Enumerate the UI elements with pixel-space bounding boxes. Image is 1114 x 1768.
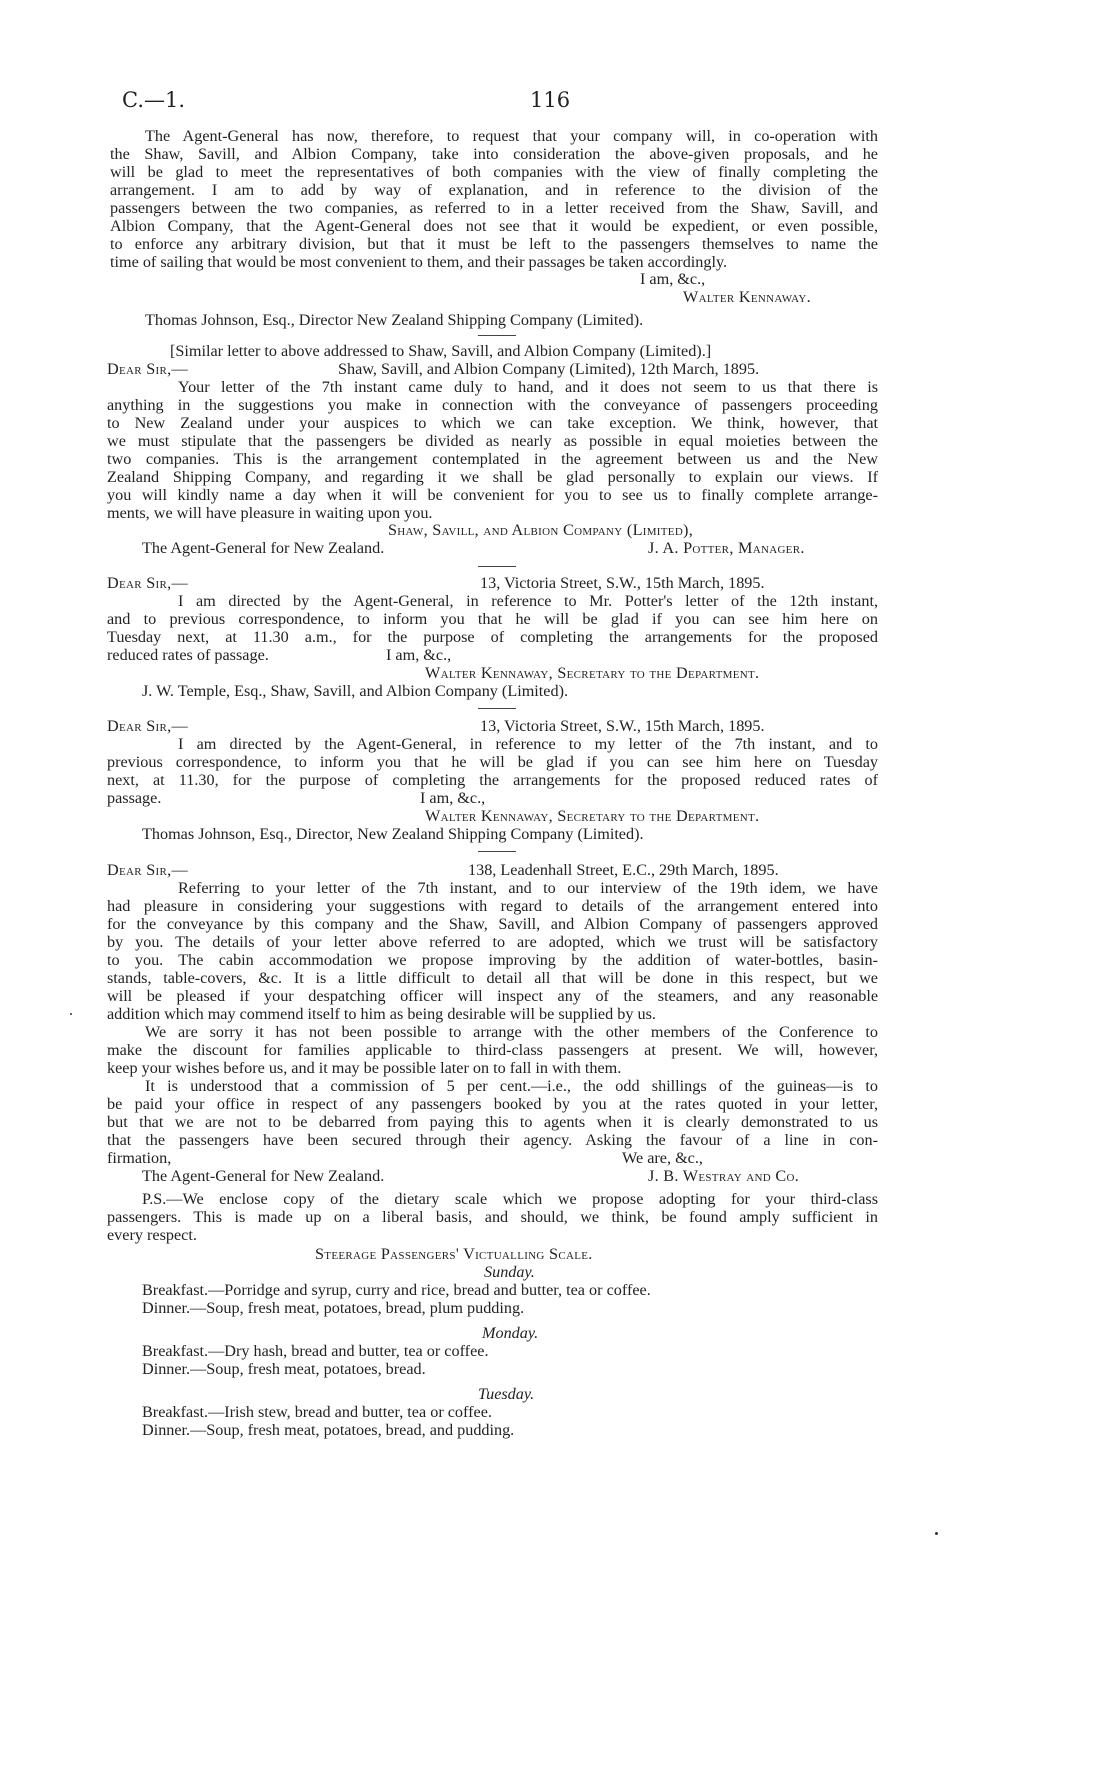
- letter2-line: you will kindly name a day when it will be convenient for you to see us to finally complete arrange-: [107, 486, 878, 504]
- letter3-line: and to previous correspondence, to inform you that he will be glad if you can see him here on: [107, 610, 878, 628]
- letter4-line: previous correspondence, to inform you that he will be glad if you can see him here on Tuesday: [107, 753, 878, 771]
- letter5-line: stands, table-covers, &c. It is a little difficult to detail all that will be done in this respect, but we: [107, 969, 878, 987]
- letter5-line: for the conveyance by this company and the Shaw, Savill, and Albion Company of passengers approved: [107, 915, 878, 933]
- letter2-line: anything in the suggestions you make in connection with the conveyance of passengers proceeding: [107, 396, 878, 414]
- scale-day-heading: Tuesday.: [478, 1385, 535, 1403]
- section-divider: [478, 335, 516, 336]
- letter2-line: to New Zealand under your auspices to which we can take exception. We think, however, that: [107, 414, 878, 432]
- print-speck: [70, 1013, 72, 1015]
- letter4-line: next, at 11.30, for the purpose of completing the arrangements for the proposed reduced rates of: [107, 771, 878, 789]
- letter5-line: keep your wishes before us, and it may be possible later on to fall in with them.: [107, 1059, 622, 1077]
- letter2-salutation: Dear Sir,—: [107, 360, 188, 378]
- document-reference: C.—1.: [122, 88, 186, 112]
- letter4-line: I am directed by the Agent-General, in reference to my letter of the 7th instant, and to: [178, 735, 878, 753]
- note-similar-letter: [Similar letter to above addressed to Shaw, Savill, and Albion Company (Limited).]: [170, 342, 712, 360]
- letter2-line: ments, we will have pleasure in waiting upon you.: [107, 504, 433, 522]
- postscript-line: P.S.—We enclose copy of the dietary scale which we propose adopting for your third-class: [142, 1190, 878, 1208]
- letter5-line: be paid your office in respect of any passengers booked by you at the rates quoted in your letter,: [107, 1095, 878, 1113]
- letter4-last-line: passage.: [107, 789, 162, 807]
- letter5-closing: We are, &c.,: [622, 1149, 703, 1167]
- scale-dinner: Dinner.—Soup, fresh meat, potatoes, bread, plum pudding.: [142, 1299, 525, 1317]
- print-speck: [935, 1532, 938, 1535]
- letter2-dateline: Shaw, Savill, and Albion Company (Limited), 12th March, 1895.: [338, 360, 760, 378]
- letter3-closing: I am, &c.,: [386, 646, 452, 664]
- letter2-addressee: The Agent-General for New Zealand.: [142, 539, 385, 557]
- postscript-line: every respect.: [107, 1226, 197, 1244]
- scale-breakfast: Breakfast.—Dry hash, bread and butter, tea or coffee.: [142, 1342, 489, 1360]
- letter5-line: We are sorry it has not been possible to arrange with the other members of the Conference to: [145, 1023, 878, 1041]
- letter3-dateline: 13, Victoria Street, S.W., 15th March, 1895.: [480, 574, 765, 592]
- letter2-signature: J. A. Potter, Manager.: [648, 539, 805, 557]
- letter3-line: I am directed by the Agent-General, in reference to Mr. Potter's letter of the 12th instant,: [178, 592, 878, 610]
- letter5-line: to you. The cabin accommodation we propose improving by the addition of water-bottles, basin-: [107, 951, 878, 969]
- letter5-line: by you. The details of your letter above referred to are adopted, which we trust will be satisfactory: [107, 933, 878, 951]
- letter1-addressee: Thomas Johnson, Esq., Director New Zealand Shipping Company (Limited).: [145, 311, 644, 329]
- page-number: 116: [530, 88, 571, 112]
- letter5-line: will be pleased if your despatching officer will inspect any of the steamers, and any reasonable: [107, 987, 878, 1005]
- letter2-line: Your letter of the 7th instant came duly to hand, and it does not seem to us that there is: [178, 378, 878, 396]
- letter5-line: addition which may commend itself to him as being desirable will be supplied by us.: [107, 1005, 656, 1023]
- letter1-line: time of sailing that would be most convenient to them, and their passages be taken accordingly.: [110, 253, 728, 271]
- letter2-signature-company: Shaw, Savill, and Albion Company (Limited),: [388, 521, 694, 539]
- letter5-signature: J. B. Westray and Co.: [648, 1167, 800, 1185]
- letter4-signature: Walter Kennaway, Secretary to the Department.: [425, 807, 760, 825]
- letter2-line: Zealand Shipping Company, and regarding it we shall be glad personally to explain our views. If: [107, 468, 878, 486]
- letter5-line: that the passengers have been secured through their agency. Asking the favour of a line in con-: [107, 1131, 878, 1149]
- scale-day-heading: Monday.: [482, 1324, 539, 1342]
- letter1-line: will be glad to meet the representatives of both companies with the view of finally completing the: [110, 163, 878, 181]
- letter5-line: had pleasure in considering your suggestions with regard to details of the arrangement entered into: [107, 897, 878, 915]
- letter3-addressee: J. W. Temple, Esq., Shaw, Savill, and Albion Company (Limited).: [142, 682, 569, 700]
- letter5-salutation: Dear Sir,—: [107, 861, 188, 879]
- letter4-closing: I am, &c.,: [420, 789, 486, 807]
- letter5-dateline: 138, Leadenhall Street, E.C., 29th March, 1895.: [468, 861, 779, 879]
- letter1-line: The Agent-General has now, therefore, to request that your company will, in co-operation with: [145, 127, 878, 145]
- letter5-line: It is understood that a commission of 5 per cent.—i.e., the odd shillings of the guineas—is to: [145, 1077, 878, 1095]
- letter1-closing: I am, &c.,: [640, 270, 706, 288]
- letter2-line: we must stipulate that the passengers be divided as nearly as possible in equal moieties between the: [107, 432, 878, 450]
- scale-breakfast: Breakfast.—Porridge and syrup, curry and rice, bread and butter, tea or coffee.: [142, 1281, 651, 1299]
- letter3-last-line: reduced rates of passage.: [107, 646, 269, 664]
- letter4-salutation: Dear Sir,—: [107, 717, 188, 735]
- postscript-line: passengers. This is made up on a liberal basis, and should, we think, be found amply sufficient in: [107, 1208, 878, 1226]
- section-divider: [478, 851, 516, 852]
- letter1-line: arrangement. I am to add by way of explanation, and in reference to the division of the: [110, 181, 878, 199]
- scale-day-heading: Sunday.: [484, 1263, 535, 1281]
- letter5-addressee: The Agent-General for New Zealand.: [142, 1167, 385, 1185]
- letter5-line: but that we are not to be debarred from paying this to agents when it is clearly demonstrated to us: [107, 1113, 878, 1131]
- letter1-line: passengers between the two companies, as referred to in a letter received from the Shaw, Savill, and: [110, 199, 878, 217]
- letter4-addressee: Thomas Johnson, Esq., Director, New Zealand Shipping Company (Limited).: [142, 825, 644, 843]
- letter3-line: Tuesday next, at 11.30 a.m., for the purpose of completing the arrangements for the proposed: [107, 628, 878, 646]
- letter1-line: Albion Company, that the Agent-General does not see that it would be expedient, or even possible,: [110, 217, 878, 235]
- section-divider: [478, 566, 516, 567]
- letter4-dateline: 13, Victoria Street, S.W., 15th March, 1895.: [480, 717, 765, 735]
- scale-breakfast: Breakfast.—Irish stew, bread and butter, tea or coffee.: [142, 1403, 492, 1421]
- letter1-signature: Walter Kennaway.: [683, 288, 812, 306]
- letter5-line: make the discount for families applicable to third-class passengers at present. We will, however,: [107, 1041, 878, 1059]
- scale-dinner: Dinner.—Soup, fresh meat, potatoes, bread.: [142, 1360, 426, 1378]
- letter5-line: Referring to your letter of the 7th instant, and to our interview of the 19th idem, we have: [178, 879, 878, 897]
- letter3-salutation: Dear Sir,—: [107, 574, 188, 592]
- letter1-line: the Shaw, Savill, and Albion Company, take into consideration the above-given proposals, and he: [110, 145, 878, 163]
- letter3-signature: Walter Kennaway, Secretary to the Department.: [425, 664, 760, 682]
- scale-dinner: Dinner.—Soup, fresh meat, potatoes, bread, and pudding.: [142, 1421, 515, 1439]
- letter2-line: two companies. This is the arrangement contemplated in the agreement between us and the New: [107, 450, 878, 468]
- scale-title: Steerage Passengers' Victualling Scale.: [315, 1245, 593, 1263]
- letter1-line: to enforce any arbitrary division, but that it must be left to the passengers themselves to name the: [110, 235, 878, 253]
- section-divider: [478, 708, 516, 709]
- letter5-line: firmation,: [107, 1149, 172, 1167]
